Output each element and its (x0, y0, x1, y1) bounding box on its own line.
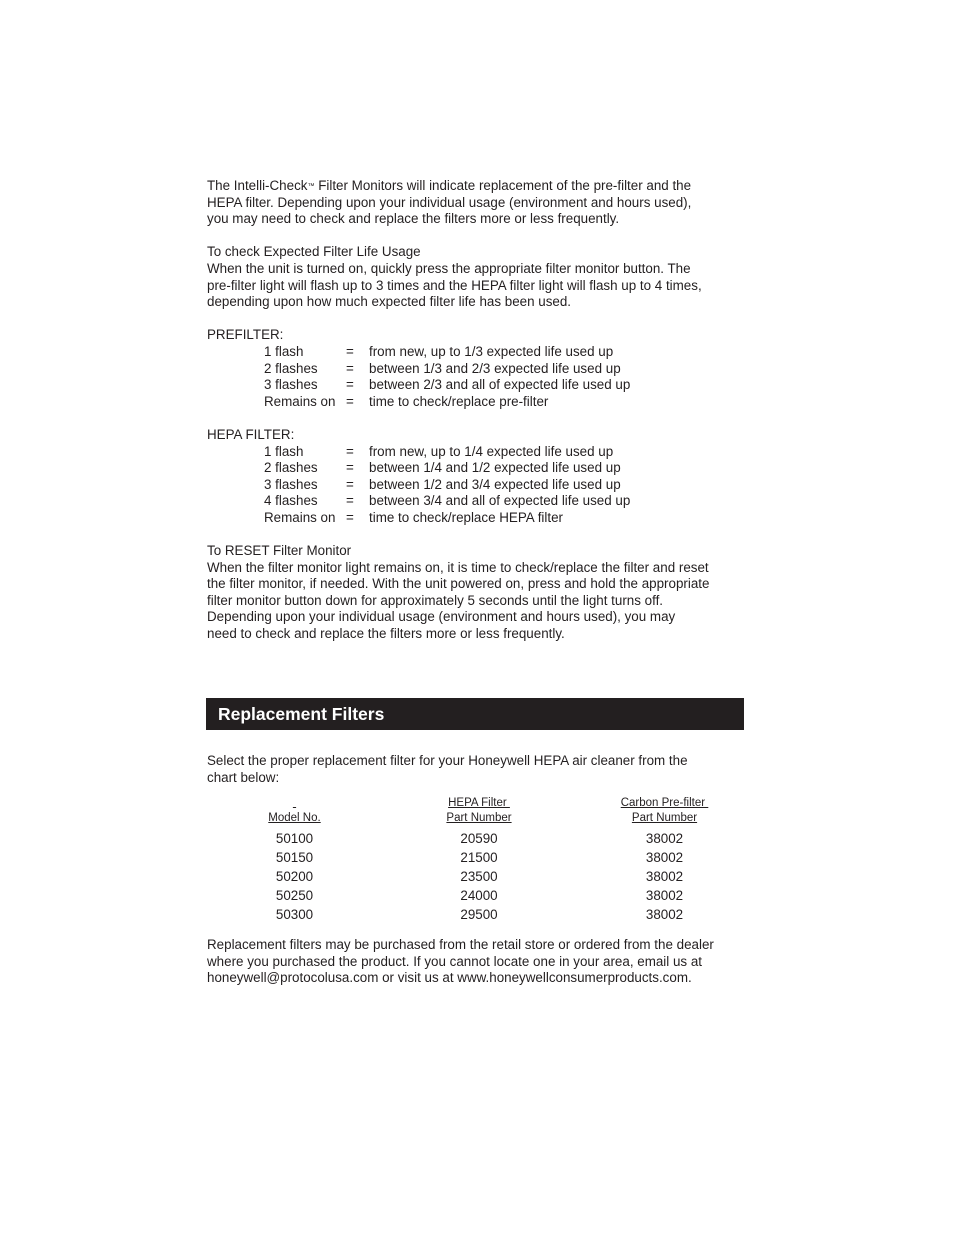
model-header: Model No. (268, 812, 321, 824)
intro-line-1b: Filter Monitors will indicate replacement of the pre-filter and the (314, 178, 692, 193)
flash-count: 1 flash (264, 443, 304, 459)
equals-sign: = (346, 460, 354, 476)
hepa-part-column (429, 796, 529, 924)
flash-count: Remains on (264, 393, 336, 409)
hepa-heading: HEPA FILTER: (207, 426, 295, 442)
carbon-part-cell: 38002 (645, 888, 684, 903)
carbon-part-cell: 38002 (645, 831, 684, 846)
equals-sign: = (346, 360, 354, 376)
reset-title: To RESET Filter Monitor (207, 543, 352, 559)
hepa-row (207, 493, 747, 510)
model-cell: 50250 (275, 888, 314, 903)
check-line: pre-filter light will flash up to 3 times and the HEPA filter light will flash up to 4 times, (207, 277, 702, 293)
flash-description: from new, up to 1/3 expected life used up (369, 343, 614, 359)
flash-description: time to check/replace pre-filter (369, 393, 549, 409)
flash-description: between 3/4 and all of expected life used up (369, 493, 631, 509)
replacement-filters-banner: Replacement Filters (206, 698, 744, 730)
flash-count: Remains on (264, 509, 336, 525)
equals-sign: = (346, 509, 354, 525)
flash-count: 1 flash (264, 343, 304, 359)
equals-sign: = (346, 343, 354, 359)
hepa-part-cell: 21500 (460, 850, 498, 865)
flash-description: between 1/3 and 2/3 expected life used up (369, 360, 621, 376)
reset-line: filter monitor button down for approximately 5 seconds until the light turns off. (207, 592, 664, 608)
equals-sign: = (346, 443, 354, 459)
carbon-part-cell: 38002 (645, 850, 684, 865)
prefilter-row (207, 394, 747, 411)
flash-description: between 2/3 and all of expected life used up (369, 377, 631, 393)
prefilter-row (207, 361, 747, 378)
hepa-part-cell: 29500 (460, 907, 498, 922)
purchase-line: Replacement filters may be purchased from the retail store or ordered from the dealer (207, 937, 714, 952)
flash-count: 3 flashes (264, 377, 318, 393)
equals-sign: = (346, 393, 354, 409)
hepa-row (207, 444, 747, 461)
hepa-part-cell: 23500 (460, 869, 498, 884)
trademark-symbol: ™ (307, 183, 315, 190)
intro-line-3: you may need to check and replace the filters more or less frequently. (207, 211, 620, 227)
model-cell: 50100 (275, 831, 314, 846)
reset-line: need to check and replace the filters more or less frequently. (207, 626, 565, 642)
prefilter-row (207, 377, 747, 394)
hepa-header-line2: Part Number (446, 812, 512, 824)
hepa-header-line1: HEPA Filter (448, 797, 510, 809)
model-cell: 50200 (275, 869, 314, 884)
model-cell: 50150 (275, 850, 314, 865)
carbon-part-cell: 38002 (645, 869, 684, 884)
carbon-part-column (607, 796, 722, 924)
equals-sign: = (346, 377, 354, 393)
carbon-header-line2: Part Number (631, 812, 698, 824)
purchase-line: honeywell@protocolusa.com or visit us at www.honeywellconsumerproducts.com. (207, 970, 692, 986)
purchase-info (207, 937, 752, 987)
purchase-line: where you purchased the product. If you cannot locate one in your area, email us at (207, 953, 703, 969)
hepa-part-cell: 24000 (460, 888, 498, 903)
equals-sign: = (346, 493, 354, 509)
replacement-intro-line: chart below: (207, 769, 280, 785)
flash-description: time to check/replace HEPA filter (369, 509, 563, 525)
flash-count: 3 flashes (264, 476, 318, 492)
flash-count: 4 flashes (264, 493, 318, 509)
flash-count: 2 flashes (264, 360, 318, 376)
flash-count: 2 flashes (264, 460, 318, 476)
hepa-row (207, 460, 747, 477)
carbon-part-cell: 38002 (645, 907, 684, 922)
flash-description: between 1/2 and 3/4 expected life used up (369, 476, 621, 492)
flash-description: from new, up to 1/4 expected life used up (369, 443, 614, 459)
carbon-header-line1: Carbon Pre-filter (620, 797, 709, 809)
replacement-intro (207, 753, 752, 786)
hepa-row (207, 477, 747, 494)
equals-sign: = (346, 476, 354, 492)
replacement-intro-line: Select the proper replacement filter for your Honeywell HEPA air cleaner from the (207, 753, 688, 768)
reset-line: Depending upon your individual usage (environment and hours used), you may (207, 609, 676, 625)
intro-paragraph (207, 178, 747, 228)
reset-line: the filter monitor, if needed. With the unit powered on, press and hold the appropriate (207, 576, 710, 592)
intro-line-1a: The Intelli-Check (207, 178, 308, 193)
model-column (247, 796, 342, 924)
filter-chart (207, 796, 747, 926)
flash-description: between 1/4 and 1/2 expected life used up (369, 460, 621, 476)
prefilter-heading: PREFILTER: (207, 327, 284, 343)
check-line: depending upon how much expected filter life has been used. (207, 294, 572, 310)
check-line: When the unit is turned on, quickly press the appropriate filter monitor button. The (207, 260, 691, 276)
hepa-row (207, 510, 747, 527)
reset-line: When the filter monitor light remains on, it is time to check/replace the filter and reset (207, 559, 709, 575)
check-title: To check Expected Filter Life Usage (207, 244, 421, 260)
model-cell: 50300 (275, 907, 314, 922)
intro-line-2: HEPA filter. Depending upon your individual usage (environment and hours used), (207, 194, 692, 210)
prefilter-row (207, 344, 747, 361)
instructions-section (207, 178, 747, 643)
hepa-part-cell: 20590 (460, 831, 498, 846)
